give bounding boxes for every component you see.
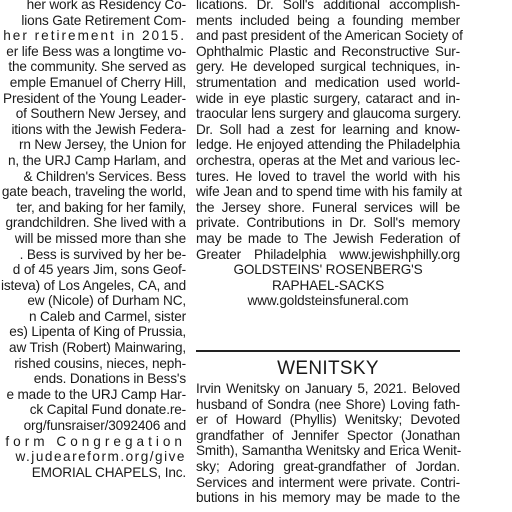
soll-line-3: Ophthalmic Plastic and Reconstructive Sur- [196, 43, 460, 59]
left-line-11: & Children's Services. Bess [23, 168, 186, 184]
left-line-14: grandchildren. She lived with a [5, 215, 186, 231]
soll-line-7: traocular lens surgery and glaucoma surgery. [196, 106, 462, 122]
left-line-22: aw Trish (Robert) Mainwaring, [9, 340, 186, 356]
wenitsky-line-3: grandfather of Jennifer Spector (Jonathan [196, 427, 460, 443]
left-line-28: form Congregation [5, 433, 186, 449]
left-obituary-column [0, 0, 186, 480]
left-line-1: lions Gate Retirement Com- [21, 12, 186, 28]
wenitsky-line-0: Irvin Wenitsky on January 5, 2021. Beloved [196, 381, 460, 396]
wenitsky-line-2: er of Howard (Phyllis) Wenitsky; Devoted [196, 412, 460, 428]
soll-line-11: tures. He loved to travel the world with his [196, 168, 460, 184]
wenitsky-line-4: Smith), Samantha Wenitsky and Erica Wenit- [196, 443, 462, 459]
soll-line-12: wife Jean and to spend time with his family at [196, 184, 462, 200]
soll-line-9: ledge. He enjoyed attending the Philadelphia [196, 137, 460, 153]
left-line-25: e made to the URJ Camp Har- [6, 386, 186, 402]
wenitsky-line-7: butions in his memory may be made to the [196, 490, 460, 506]
left-line-20: n Caleb and Carmel, sister [28, 308, 186, 324]
wenitsky-obituary-body [196, 381, 460, 506]
left-line-17: d of 45 years Jim, sons Geof- [12, 262, 186, 278]
left-line-21: es) Lipenta of King of Prussia, [9, 324, 186, 340]
soll-line-10: orchestra, operas at the Met and various lec- [196, 152, 460, 168]
left-line-27: org/funsraiser/3092406 and [23, 418, 186, 434]
soll-line-2: and past president of the American Society of [196, 28, 463, 44]
wenitsky-line-5: sky; Adoring great-grandfather of Jordan. [196, 458, 460, 474]
left-line-9: rn New Jersey, the Union for [18, 137, 186, 153]
left-line-3: er life Bess was a longtime vo- [6, 43, 186, 59]
left-line-29: w.judeareform.org/give [15, 449, 186, 465]
left-line-26: ck Capital Fund donate.re- [29, 402, 186, 418]
obituary-heading: WENITSKY [277, 358, 379, 379]
wenitsky-line-1: husband of Sondra (nee Shore) Loving fath- [196, 396, 460, 412]
soll-line-8: Dr. Soll had a zest for learning and know- [196, 121, 460, 137]
soll-line-1: ments included being a founding member [196, 12, 460, 28]
left-line-16: . Bess is survived by her be- [19, 246, 186, 262]
soll-line-15: may be made to The Jewish Federation of [196, 230, 460, 246]
funeral-home-url: www.goldsteinsfuneral.com [247, 293, 409, 309]
left-line-8: itions with the Jewish Federa- [11, 121, 186, 137]
left-line-30: EMORIAL CHAPELS, Inc. [31, 464, 186, 480]
funeral-home-name-2: RAPHAEL-SACKS [271, 277, 385, 293]
funeral-home-name: GOLDSTEINS' ROSENBERG'S [233, 262, 423, 278]
left-line-7: of Southern New Jersey, and [15, 106, 186, 122]
left-line-15: will be missed more than she [14, 230, 186, 246]
left-line-5: emple Emanuel of Cherry Hill, [9, 74, 186, 90]
soll-line-4: gery. He developed surgical techniques, in- [196, 59, 460, 75]
soll-line-16: Greater Philadelphia www.jewishphilly.org [196, 246, 460, 262]
soll-line-5: strumentation and medication used world- [196, 74, 460, 90]
left-line-12: gate beach, traveling the world, [1, 184, 186, 200]
soll-line-13: the Jersey shore. Funeral services will be [196, 199, 460, 215]
left-line-10: n, the URJ Camp Harlam, and [7, 152, 186, 168]
left-line-6: President of the Young Leader- [3, 90, 186, 106]
wenitsky-line-6: Services and interment were private. Contri- [196, 474, 460, 490]
left-line-13: ter, and baking for her family, [16, 199, 186, 215]
soll-line-0: lications. Dr. Soll's additional accomplish- [196, 0, 460, 12]
left-line-24: ends. Donations in Bess's [33, 371, 186, 387]
soll-line-6: wide in eye plastic surgery, cataract and in- [196, 90, 460, 106]
section-divider [196, 350, 460, 352]
left-line-4: the community. She served as [8, 59, 186, 75]
left-line-2: her retirement in 2015. [3, 28, 186, 44]
soll-line-14: private. Contributions in Dr. Soll's memory [196, 215, 460, 231]
left-line-18: isteva) of Los Angeles, CA, and [0, 277, 186, 293]
left-line-23: rished cousins, nieces, neph- [14, 355, 186, 371]
left-line-19: ew (Nicole) of Durham NC, [27, 293, 186, 309]
soll-obituary-continuation [196, 0, 463, 309]
left-line-0: her work as Residency Co- [26, 0, 186, 12]
